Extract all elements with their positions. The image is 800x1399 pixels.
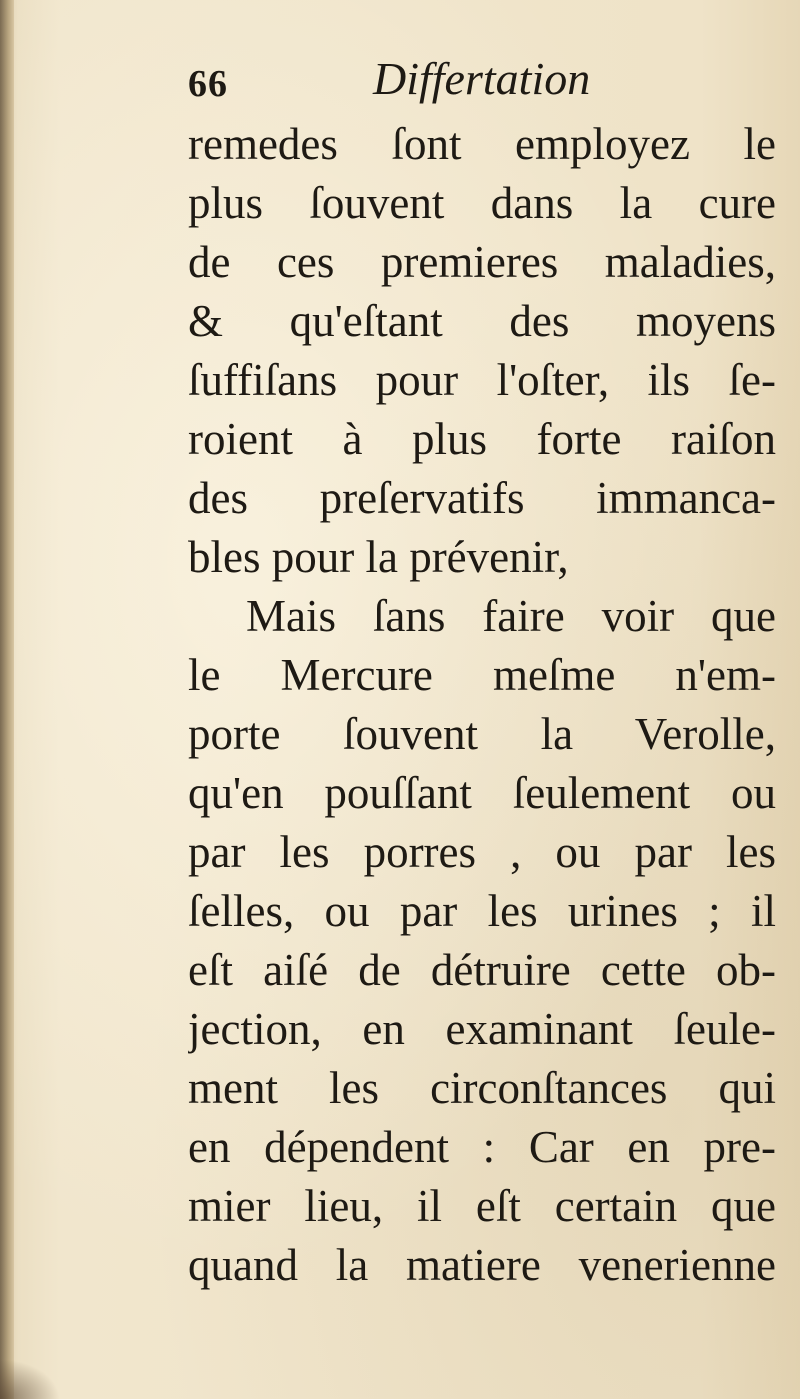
text-line: jection, en examinant ſeule-: [188, 1004, 776, 1054]
text-line: de ces premieres maladies,: [188, 237, 776, 287]
text-line: Mais ſans faire voir que: [246, 591, 776, 641]
text-line: plus ſouvent dans la cure: [188, 178, 776, 228]
corner-shadow: [0, 1359, 60, 1399]
text-line: mier lieu, il eſt certain que: [188, 1181, 776, 1231]
text-line: porte ſouvent la Verolle,: [188, 709, 776, 759]
text-line: remedes ſont employez le: [188, 119, 776, 169]
text-line: eſt aiſé de détruire cette ob-: [188, 945, 776, 995]
text-line: roient à plus forte raiſon: [188, 414, 776, 464]
text-line: bles pour la prévenir,: [188, 532, 569, 582]
text-line: en dépendent : Car en pre-: [188, 1122, 776, 1172]
text-line: par les porres , ou par les: [188, 827, 776, 877]
text-line: des preſervatifs immanca-: [188, 473, 776, 523]
book-spine: [0, 0, 14, 1399]
page-number: 66: [188, 63, 228, 105]
text-line: quand la matiere venerienne: [188, 1240, 776, 1290]
running-title: Differtation: [373, 53, 591, 104]
text-line: le Mercure meſme n'em-: [188, 650, 776, 700]
body-text: [188, 115, 776, 1295]
text-line: ment les circonſtances qui: [188, 1063, 776, 1113]
text-line: & qu'eſtant des moyens: [188, 296, 776, 346]
text-line: ſuffiſans pour l'oſter, ils ſe-: [188, 355, 776, 405]
text-line: ſelles, ou par les urines ; il: [188, 886, 776, 936]
page-header: [188, 52, 778, 112]
text-line: qu'en pouſſant ſeulement ou: [188, 768, 776, 818]
